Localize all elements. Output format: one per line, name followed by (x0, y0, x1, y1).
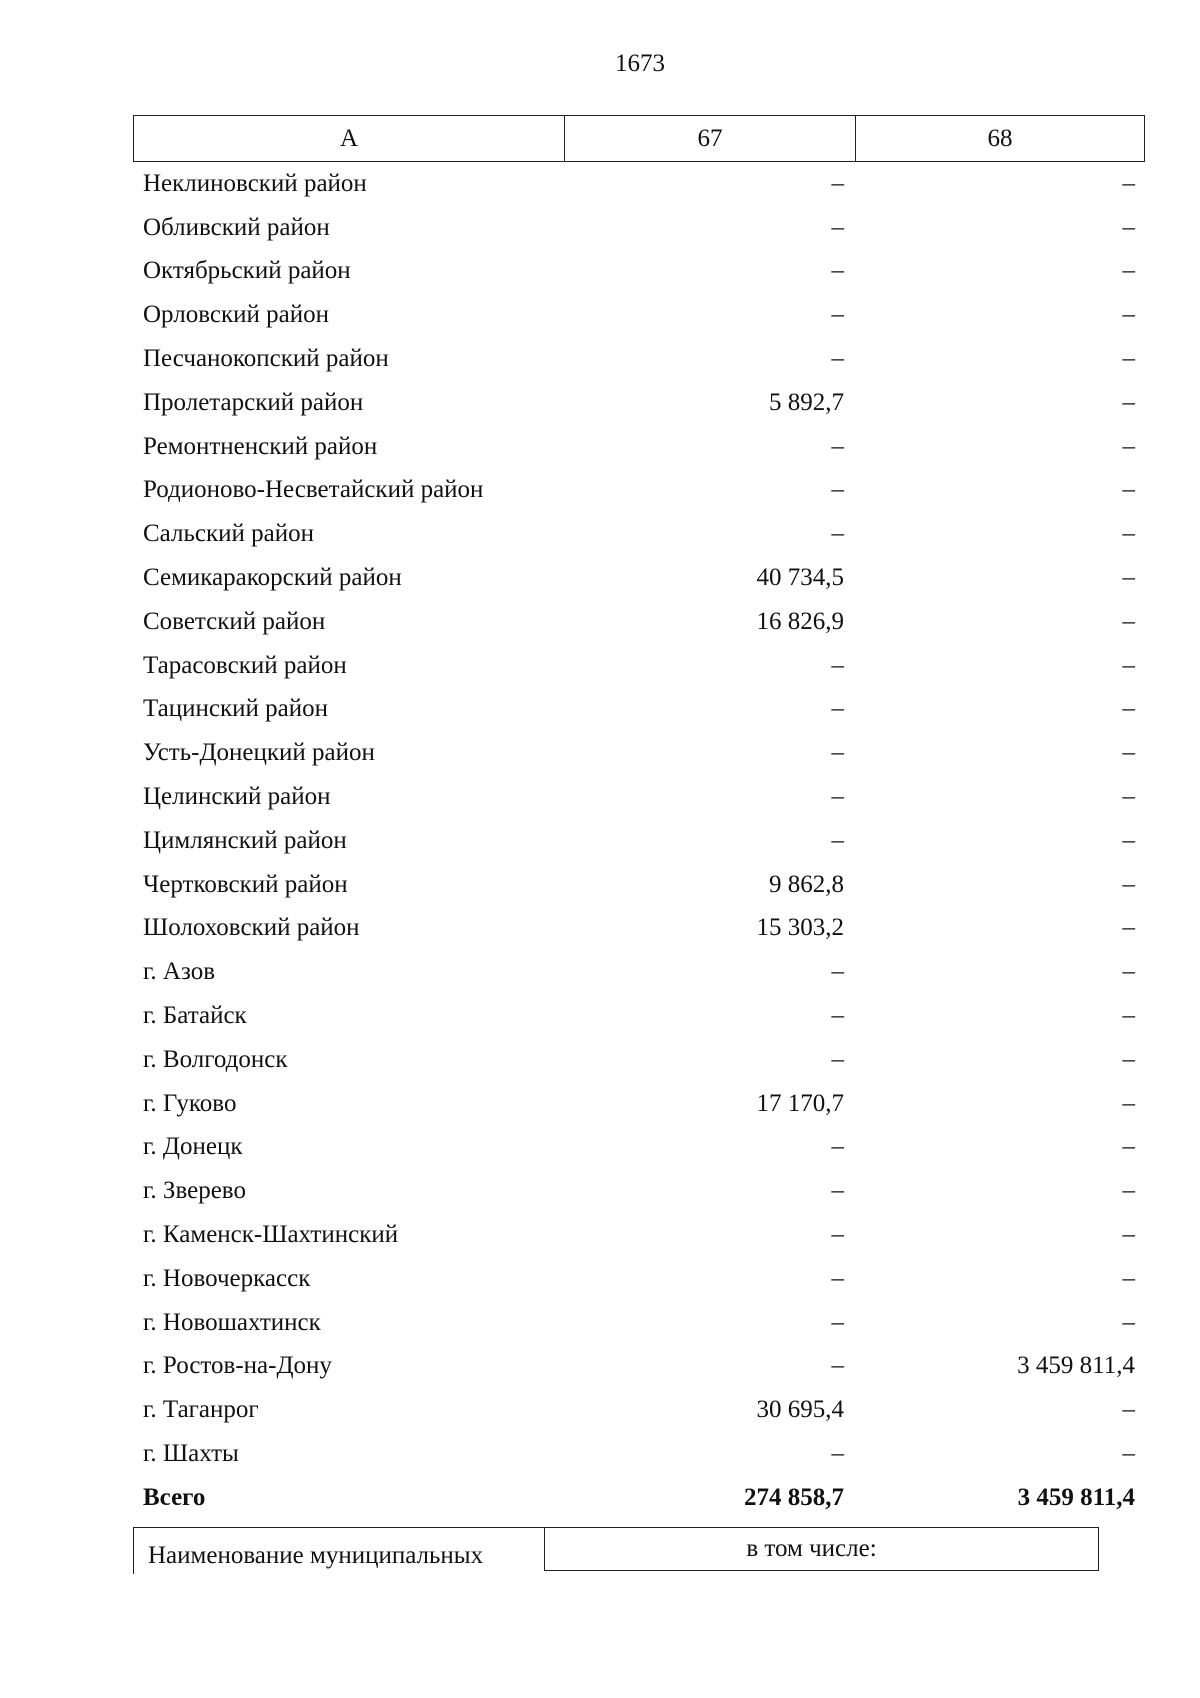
row-name: г. Донецк (143, 1133, 243, 1161)
page-number: 1673 (615, 50, 665, 77)
row-name: г. Новошахтинск (143, 1308, 321, 1336)
row-value-68: – (1122, 1089, 1135, 1117)
row-name: Тацинский район (143, 695, 328, 723)
row-value-68: – (1122, 301, 1135, 329)
table-row (133, 1345, 1145, 1389)
row-name: Песчанокопский район (143, 345, 389, 373)
row-name: Неклиновский район (143, 169, 367, 197)
table-row (133, 1257, 1145, 1301)
row-value-67: – (831, 826, 844, 854)
row-value-67: – (831, 1177, 844, 1205)
row-name: г. Шахты (143, 1440, 239, 1467)
table-row (133, 1388, 1145, 1432)
row-value-67: – (831, 257, 844, 285)
row-name: г. Волгодонск (143, 1045, 288, 1073)
row-value-67: 30 695,4 (756, 1396, 844, 1424)
table-row (133, 688, 1145, 732)
row-name: Усть-Донецкий район (143, 739, 375, 767)
row-value-67: – (831, 1221, 844, 1249)
row-value-67: 17 170,7 (756, 1089, 844, 1117)
row-value-67: – (831, 213, 844, 241)
column-header-a: А (134, 116, 565, 161)
row-value-67: – (831, 1002, 844, 1030)
row-name: Семикаракорский район (143, 564, 402, 592)
row-value-68: – (1122, 783, 1135, 811)
table-row (133, 1213, 1145, 1257)
row-name: г. Азов (143, 958, 216, 986)
row-value-68: – (1122, 1002, 1135, 1030)
row-value-68: – (1122, 1177, 1135, 1205)
table-row (133, 250, 1145, 294)
row-value-68: – (1122, 213, 1135, 241)
row-value-68: – (1122, 1221, 1135, 1249)
row-value-68: – (1122, 1045, 1135, 1073)
municipal-name-header-text: Наименование муниципальных (148, 1542, 484, 1569)
row-name: г. Батайск (143, 1002, 247, 1030)
row-value-68: – (1122, 695, 1135, 723)
row-value-68: – (1122, 1396, 1135, 1424)
row-name: Родионово-Несветайский район (143, 476, 484, 504)
row-name: Пролетарский район (143, 388, 364, 416)
table-row (133, 556, 1145, 600)
row-name: Орловский район (143, 301, 329, 329)
including-header-text: в том числе: (746, 1535, 877, 1562)
row-name: Целинский район (143, 783, 331, 811)
including-header (544, 1527, 1099, 1571)
row-value-68: – (1122, 914, 1135, 942)
row-value-67: – (831, 739, 844, 767)
table-row (133, 644, 1145, 688)
table-row (133, 162, 1145, 206)
table-row (133, 293, 1145, 337)
row-name: Октябрьский район (143, 257, 351, 285)
table-header-row (133, 115, 1145, 162)
row-value-67: – (831, 1264, 844, 1292)
row-value-68: – (1122, 476, 1135, 504)
row-value-68: – (1122, 1440, 1135, 1467)
table-row (133, 907, 1145, 951)
row-name: г. Новочеркасск (143, 1264, 311, 1292)
table-row (133, 863, 1145, 907)
table-row (133, 775, 1145, 819)
row-value-67: 15 303,2 (756, 914, 844, 942)
row-value-67: – (831, 1352, 844, 1380)
row-value-68: – (1122, 388, 1135, 416)
row-name: Цимлянский район (143, 826, 347, 854)
data-table (133, 115, 1145, 1520)
table-row (133, 337, 1145, 381)
row-value-67: – (831, 476, 844, 504)
row-name: Сальский район (143, 520, 314, 548)
row-value-68: – (1122, 432, 1135, 460)
row-value-68: – (1122, 958, 1135, 986)
row-name: г. Ростов-на-Дону (143, 1352, 332, 1380)
row-value-68: – (1122, 870, 1135, 898)
row-value-68: – (1122, 257, 1135, 285)
row-value-67: – (831, 958, 844, 986)
total-value-67: 274 858,7 (744, 1483, 844, 1511)
table-row (133, 1301, 1145, 1345)
table-row (133, 381, 1145, 425)
municipal-name-header (133, 1527, 544, 1574)
row-name: Обливский район (143, 213, 330, 241)
table-body (133, 162, 1145, 1476)
row-value-67: – (831, 1308, 844, 1336)
row-value-68: – (1122, 607, 1135, 635)
row-value-67: 5 892,7 (769, 388, 844, 416)
column-header-67: 67 (565, 116, 856, 161)
row-value-67: – (831, 651, 844, 679)
row-name: Шолоховский район (143, 914, 360, 942)
row-value-67: – (831, 783, 844, 811)
table-row (133, 1432, 1145, 1476)
row-value-68: – (1122, 1308, 1135, 1336)
table-row (133, 469, 1145, 513)
row-value-67: – (831, 301, 844, 329)
row-value-68: – (1122, 169, 1135, 197)
row-value-67: 40 734,5 (756, 564, 844, 592)
column-header-68: 68 (987, 124, 1013, 152)
table-row (133, 731, 1145, 775)
row-value-67: – (831, 1440, 844, 1467)
row-value-68: – (1122, 826, 1135, 854)
table-row (133, 512, 1145, 556)
row-value-67: – (831, 1045, 844, 1073)
total-label: Всего (143, 1483, 206, 1511)
row-name: г. Каменск-Шахтинский (143, 1221, 399, 1249)
row-value-68: – (1122, 564, 1135, 592)
row-value-67: – (831, 345, 844, 373)
table-row (133, 819, 1145, 863)
row-value-67: – (831, 432, 844, 460)
row-name: г. Зверево (143, 1177, 246, 1205)
table-row (133, 994, 1145, 1038)
table-row (133, 600, 1145, 644)
table-row (133, 1126, 1145, 1170)
row-value-67: 9 862,8 (769, 870, 844, 898)
row-value-67: – (831, 1133, 844, 1161)
row-name: Советский район (143, 607, 326, 635)
table-row (133, 1038, 1145, 1082)
table-row (133, 425, 1145, 469)
row-name: Чертковский район (143, 870, 348, 898)
row-value-68: – (1122, 651, 1135, 679)
table-row (133, 950, 1145, 994)
row-value-68: 3 459 811,4 (1017, 1352, 1135, 1380)
row-value-68: – (1122, 520, 1135, 548)
total-value-68: 3 459 811,4 (1017, 1483, 1135, 1511)
row-value-68: – (1122, 1264, 1135, 1292)
row-name: г. Таганрог (143, 1396, 259, 1424)
row-value-68: – (1122, 739, 1135, 767)
total-row (133, 1476, 1145, 1520)
row-value-68: – (1122, 1133, 1135, 1161)
table-row (133, 206, 1145, 250)
row-name: Ремонтненский район (143, 432, 378, 460)
row-name: г. Гуково (143, 1089, 237, 1117)
row-value-67: 16 826,9 (756, 607, 844, 635)
row-name: Тарасовский район (143, 651, 347, 679)
row-value-67: – (831, 169, 844, 197)
table-row (133, 1169, 1145, 1213)
table-row (133, 1082, 1145, 1126)
continued-table-header (133, 1527, 1099, 1574)
row-value-67: – (831, 695, 844, 723)
row-value-67: – (831, 520, 844, 548)
row-value-68: – (1122, 345, 1135, 373)
